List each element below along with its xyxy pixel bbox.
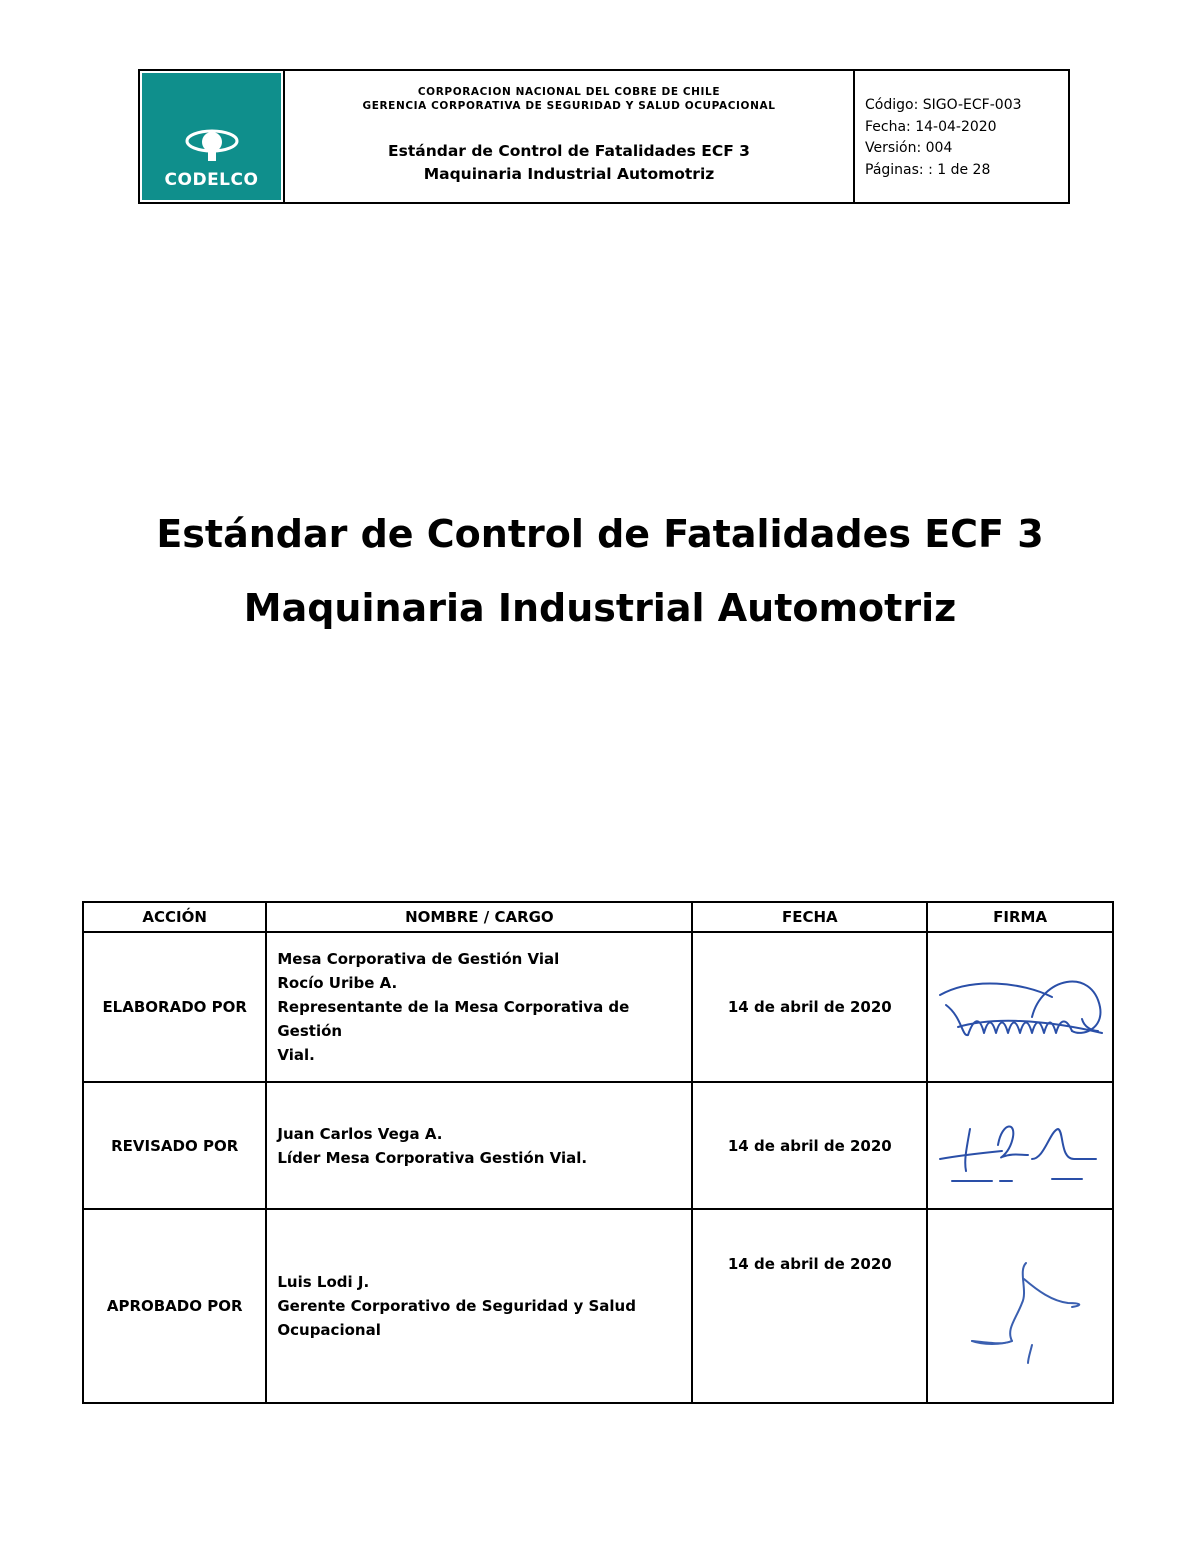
document-metadata xyxy=(855,71,1068,202)
fecha-cell: 14 de abril de 2020 xyxy=(692,1209,927,1403)
org-department: GERENCIA CORPORATIVA DE SEGURIDAD Y SALUD OCUPACIONAL xyxy=(362,100,776,112)
nombre-line: Juan Carlos Vega A. xyxy=(277,1124,443,1143)
version: Versión: 004 xyxy=(865,140,953,156)
table-row xyxy=(83,932,1113,1082)
fecha: Fecha: 14-04-2020 xyxy=(865,118,997,135)
nombre-line: Representante de la Mesa Corporativa de Gestión xyxy=(277,998,630,1040)
firma-cell xyxy=(927,1082,1113,1209)
header-fecha: FECHA xyxy=(692,902,927,932)
signature-image xyxy=(932,957,1108,1057)
nombre-line: Mesa Corporativa de Gestión Vial xyxy=(277,950,560,968)
header-title-line1: Estándar de Control de Fatalidades ECF 3 xyxy=(388,142,750,160)
nombre-cell xyxy=(266,1209,692,1403)
nombre-line: Vial. xyxy=(277,1046,315,1064)
nombre-cell xyxy=(266,932,692,1082)
logo-cell xyxy=(140,71,285,202)
nombre-line: Líder Mesa Corporativa Gestión Vial. xyxy=(277,1148,588,1167)
codigo: Código: SIGO-ECF-003 xyxy=(865,97,1022,113)
signature-image xyxy=(932,1101,1108,1191)
header-accion: ACCIÓN xyxy=(83,902,266,932)
codelco-emblem-icon xyxy=(184,128,240,164)
accion-cell: ELABORADO POR xyxy=(83,932,266,1082)
nombre-cell xyxy=(266,1082,692,1209)
table-row xyxy=(83,1082,1113,1209)
main-title-line2: Maquinaria Industrial Automotriz xyxy=(243,586,957,630)
firma-cell xyxy=(927,932,1113,1082)
approval-table xyxy=(82,901,1114,1404)
accion-cell: APROBADO POR xyxy=(83,1209,266,1403)
nombre-line: Rocío Uribe A. xyxy=(277,974,398,992)
nombre-line: Luis Lodi J. xyxy=(277,1273,370,1291)
main-title-line1: Estándar de Control de Fatalidades ECF 3 xyxy=(156,512,1044,556)
logo-text: CODELCO xyxy=(164,170,259,190)
table-row xyxy=(83,1209,1113,1403)
firma-cell xyxy=(927,1209,1113,1403)
nombre-line: Gerente Corporativo de Seguridad y Salud xyxy=(277,1297,636,1315)
accion-cell: REVISADO POR xyxy=(83,1082,266,1209)
org-name: CORPORACION NACIONAL DEL COBRE DE CHILE xyxy=(417,86,721,98)
header-title-line2: Maquinaria Industrial Automotriz xyxy=(423,165,715,183)
header-firma: FIRMA xyxy=(927,902,1113,932)
fecha-cell: 14 de abril de 2020 xyxy=(692,932,927,1082)
paginas: Páginas: : 1 de 28 xyxy=(865,161,991,178)
fecha-cell: 14 de abril de 2020 xyxy=(692,1082,927,1209)
codelco-logo xyxy=(142,73,281,200)
document-header xyxy=(138,69,1070,204)
nombre-line: Ocupacional xyxy=(277,1321,381,1339)
header-title-cell xyxy=(285,71,855,202)
signature-image xyxy=(932,1241,1108,1371)
header-nombre-cargo: NOMBRE / CARGO xyxy=(266,902,692,932)
